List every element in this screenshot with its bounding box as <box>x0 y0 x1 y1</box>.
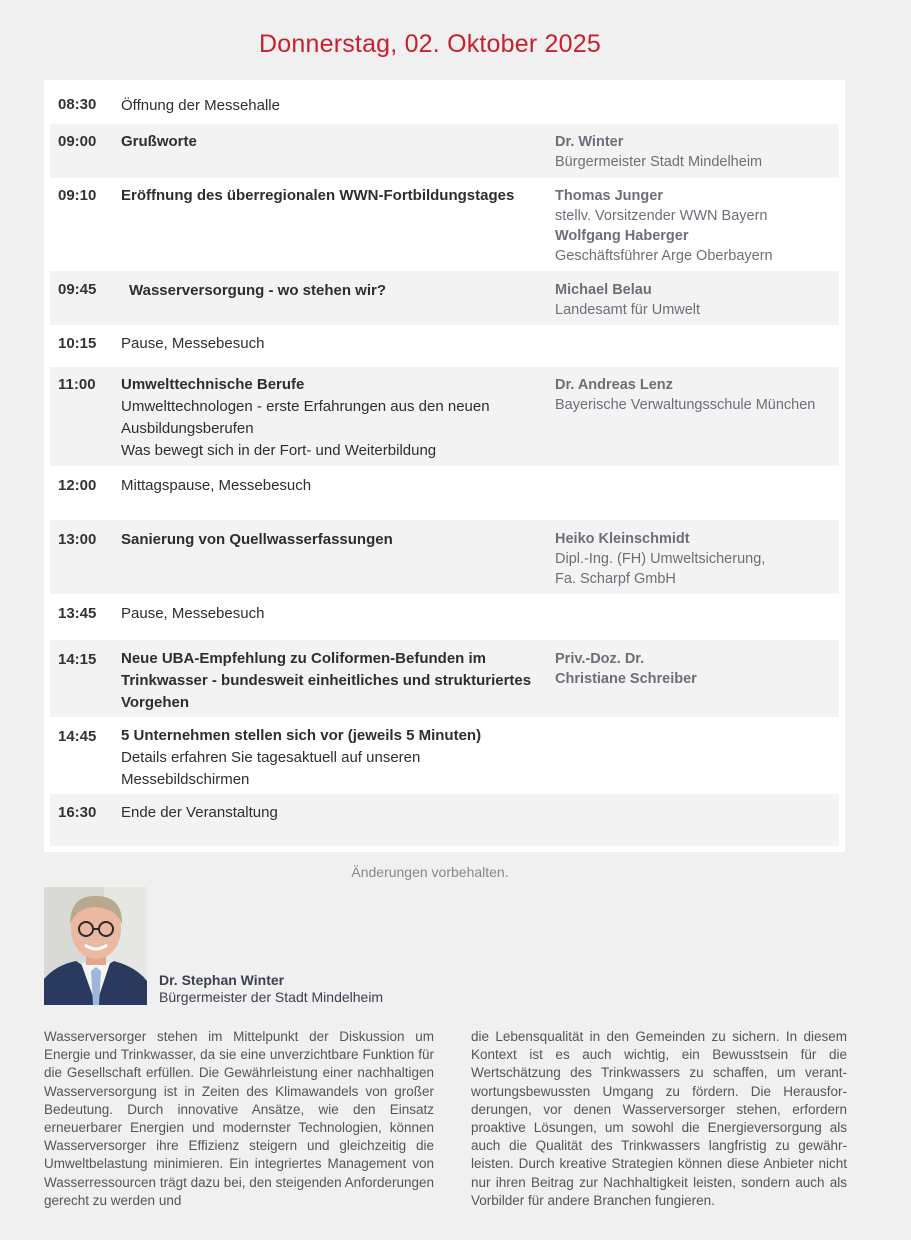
topic-line: Öffnung der Messehalle <box>121 97 280 114</box>
row-time: 09:00 <box>58 133 97 150</box>
topic-line: Wasserversorgung - wo stehen wir? <box>129 282 386 299</box>
row-topic <box>121 333 546 355</box>
speaker-name: Dr. Andreas Lenz <box>555 377 673 393</box>
row-time: 12:00 <box>58 477 97 494</box>
schedule-row <box>50 367 839 466</box>
topic-line: Sanierung von Quellwasserfassungen <box>121 531 393 548</box>
speaker-name: Wolfgang Haberger <box>555 228 689 244</box>
page-title: Donnerstag, 02. Oktober 2025 <box>259 30 601 58</box>
row-time: 14:15 <box>58 651 97 668</box>
schedule-row <box>50 640 839 717</box>
row-time: 14:45 <box>58 728 97 745</box>
row-topic <box>129 280 554 302</box>
row-time: 08:30 <box>58 96 97 113</box>
row-time: 13:00 <box>58 531 97 548</box>
speaker-role: Dipl.-Ing. (FH) Umweltsicherung, <box>555 551 766 567</box>
topic-line: Neue UBA-Empfehlung zu Coliformen-Befunden im Trinkwasser - bundesweit einheitliches und strukturiertes Vorgehen <box>121 650 532 711</box>
row-speaker <box>555 375 845 415</box>
body-text-column-2: die Lebensqualität in den Gemeinden zu sichern. In diesem Kontext ist es auch wichtig, ein Bewusstsein für die Wertschätzung des Trinkwassers zu schaffen, um verantwortungsbewussten Umgang zu fördern. Die Herausforderungen, vor denen Wasserversorger stehen, erfordern proaktive Lösungen, um sowohl die Energieversorgung als auch die Qualität des Trinkwassers langfristig zu gewährleisten. Durch kreative Strategien können diese Anbieter nicht nur ihren Beitrag zur Nachhaltigkeit leisten, sondern auch als Vorbilder für andere Branchen fungieren. <box>471 1029 847 1208</box>
schedule-row <box>50 466 839 520</box>
topic-line: Details erfahren Sie tagesaktuell auf unseren Messebildschirmen <box>121 749 421 788</box>
topic-line: Pause, Messebesuch <box>121 605 265 622</box>
row-topic <box>121 95 546 117</box>
speaker-role: Landesamt für Umwelt <box>555 302 701 318</box>
speaker-name: Michael Belau <box>555 282 652 298</box>
speaker-role: Geschäftsführer Arge Oberbayern <box>555 248 773 264</box>
schedule-table <box>44 80 845 852</box>
row-topic <box>121 648 546 714</box>
speaker-name: Heiko Kleinschmidt <box>555 531 690 547</box>
disclaimer-note: Änderungen vorbehalten. <box>351 864 509 880</box>
schedule-row <box>50 594 839 640</box>
speaker-role: Bayerische Verwaltungsschule München <box>555 397 816 413</box>
row-speaker <box>555 186 845 266</box>
row-speaker <box>555 649 845 689</box>
speaker-name: Priv.-Doz. Dr. <box>555 651 645 667</box>
speaker-role: Fa. Scharpf GmbH <box>555 571 676 587</box>
signature-block <box>159 972 383 1006</box>
row-time: 09:10 <box>58 187 97 204</box>
speaker-name: Dr. Winter <box>555 134 624 150</box>
signature-name: Dr. Stephan Winter <box>159 972 285 988</box>
schedule-row <box>50 520 839 594</box>
row-topic <box>121 529 546 551</box>
speaker-name: Thomas Junger <box>555 188 663 204</box>
topic-line: Mittagspause, Messebesuch <box>121 477 312 494</box>
topic-line: Grußworte <box>121 133 197 150</box>
speaker-role: stellv. Vorsitzender WWN Bayern <box>555 208 768 224</box>
body-text-column-1: Wasserversorger stehen im Mittelpunkt der Diskussion um Energie und Trinkwasser, da sie eine unverzichtbare Funktion für die Gesellschaft erfüllen. Die Gewährleistung einer nachhaltigen Wasserversorgung ist in Zeiten des Klimawandels von großer Bedeutung. Durch innovative Ansätze, wie den Einsatz erneuerbarer Energien und modernster Technologien, können Wasserversorger ihre Effizienz steigern und gleichzeitig die Umweltbelastung minimieren. Ein integriertes Management von Wasserressourcen trägt dazu bei, den steigenden Anforderungen gerecht zu werden und <box>44 1029 434 1208</box>
topic-line: Ende der Veranstaltung <box>121 804 278 821</box>
row-time: 09:45 <box>58 281 97 298</box>
row-time: 11:00 <box>58 376 96 393</box>
row-speaker <box>555 280 845 320</box>
topic-line: Umwelttechnologen - erste Erfahrungen aus den neuen Ausbildungsberufen <box>121 398 490 437</box>
row-time: 16:30 <box>58 804 97 821</box>
topic-line: Umwelttechnische Berufe <box>121 376 305 393</box>
row-speaker <box>555 132 845 172</box>
topic-line: Was bewegt sich in der Fort- und Weiterbildung <box>121 442 437 459</box>
schedule-row <box>50 325 839 366</box>
schedule-row <box>50 794 839 846</box>
speaker-role: Bürgermeister Stadt Mindelheim <box>555 154 763 170</box>
schedule-row <box>50 124 839 178</box>
topic-line: Pause, Messebesuch <box>121 335 265 352</box>
topic-line: 5 Unternehmen stellen sich vor (jeweils 5 Minuten) <box>121 727 482 744</box>
row-topic <box>121 802 546 824</box>
schedule-row <box>50 178 839 270</box>
schedule-row <box>50 717 839 794</box>
row-topic <box>121 475 546 497</box>
row-topic <box>121 185 546 207</box>
row-time: 10:15 <box>58 335 97 352</box>
speaker-name: Christiane Schreiber <box>555 671 697 687</box>
row-topic <box>121 374 546 462</box>
row-time: 13:45 <box>58 605 97 622</box>
row-topic <box>121 131 546 153</box>
schedule-row <box>50 271 839 325</box>
row-topic <box>121 603 546 625</box>
portrait-photo <box>44 887 147 1005</box>
row-speaker <box>555 529 845 589</box>
topic-line: Eröffnung des überregionalen WWN-Fortbildungstages <box>121 187 515 204</box>
signature-role: Bürgermeister der Stadt Mindelheim <box>159 989 384 1005</box>
row-topic <box>121 725 546 791</box>
